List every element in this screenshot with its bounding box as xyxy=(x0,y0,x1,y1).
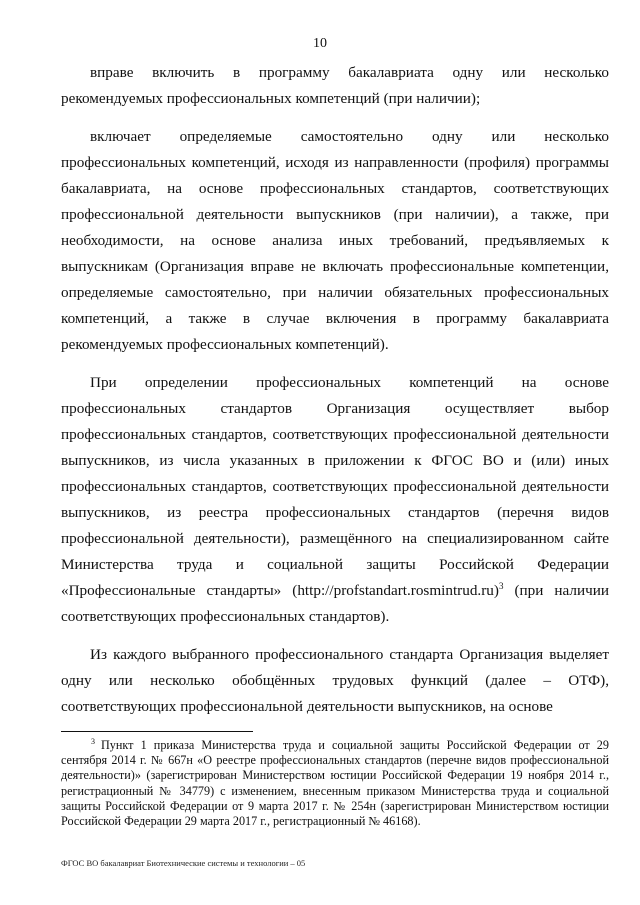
footnote-separator xyxy=(61,731,253,732)
document-footer: ФГОС ВО бакалавриат Биотехнические системы и технологии – 05 xyxy=(61,858,306,868)
footnote-reference[interactable]: 3 xyxy=(498,580,504,591)
paragraph-3-tail: (при наличии соответствующих профессиональных стандартов). xyxy=(61,582,610,625)
paragraph-4: Из каждого выбранного профессионального стандарта Организация выделяет одну или несколько обобщённых трудовых функций (далее – ОТФ), соответствующих профессиональной деятельности выпускников, на основе xyxy=(61,646,609,715)
paragraph-1: вправе включить в программу бакалавриата одну или несколько рекомендуемых профессиональных компетенций (при наличии); xyxy=(61,64,609,107)
paragraph-3-text: При определении профессиональных компетенций на основе профессиональных стандартов Организация осуществляет выбор профессиональных стандартов, соответствующих профессиональной деятельности выпускников, из числа указанных в приложении к ФГОС ВО и (или) иных профессиональных стандартов, соответствующих профессиональной деятельности выпускников, из реестра профессиональных стандартов (перечня видов профессиональной деятельности), размещённого на специализированном сайте Министерства труда и социальной защиты Российской Федерации «Профессиональные стандарты» (http://profstandart.rosmintrud.ru) xyxy=(61,374,609,599)
footnote xyxy=(61,738,609,829)
footnote-marker: 3 xyxy=(91,736,95,746)
page-number: 10 xyxy=(313,36,327,51)
paragraph-2: включает определяемые самостоятельно одну или несколько профессиональных компетенций, исходя из направленности (профиля) программы бакалавриата, на основе профессиональных стандартов, соответствующих профессиональной деятельности выпускников (при наличии), а также, при необходимости, на основе анализа иных требований, предъявляемых к выпускникам (Организация вправе не включать профессиональные компетенции, определяемые самостоятельно, при наличии обязательных профессиональных компетенций, а также в случае включения в программу бакалавриата рекомендуемых профессиональных компетенций). xyxy=(61,128,609,353)
body-text xyxy=(61,60,609,720)
paragraph-3 xyxy=(61,370,609,630)
footnote-text: Пункт 1 приказа Министерства труда и социальной защиты Российской Федерации от 29 сентября 2014 г. № 667н «О реестре профессиональных стандартов (перечне видов профессиональной деятельности)» (зарегистрирован Министерством юстиции Российской Федерации 19 ноября 2014 г., регистрационный № 34779) с изменением, внесенным приказом Министерства труда и социальной защиты Российской Федерации от 9 марта 2017 г. № 254н (зарегистрирован Министерством юстиции Российской Федерации 29 марта 2017 г., регистрационный № 46168). xyxy=(61,738,609,829)
